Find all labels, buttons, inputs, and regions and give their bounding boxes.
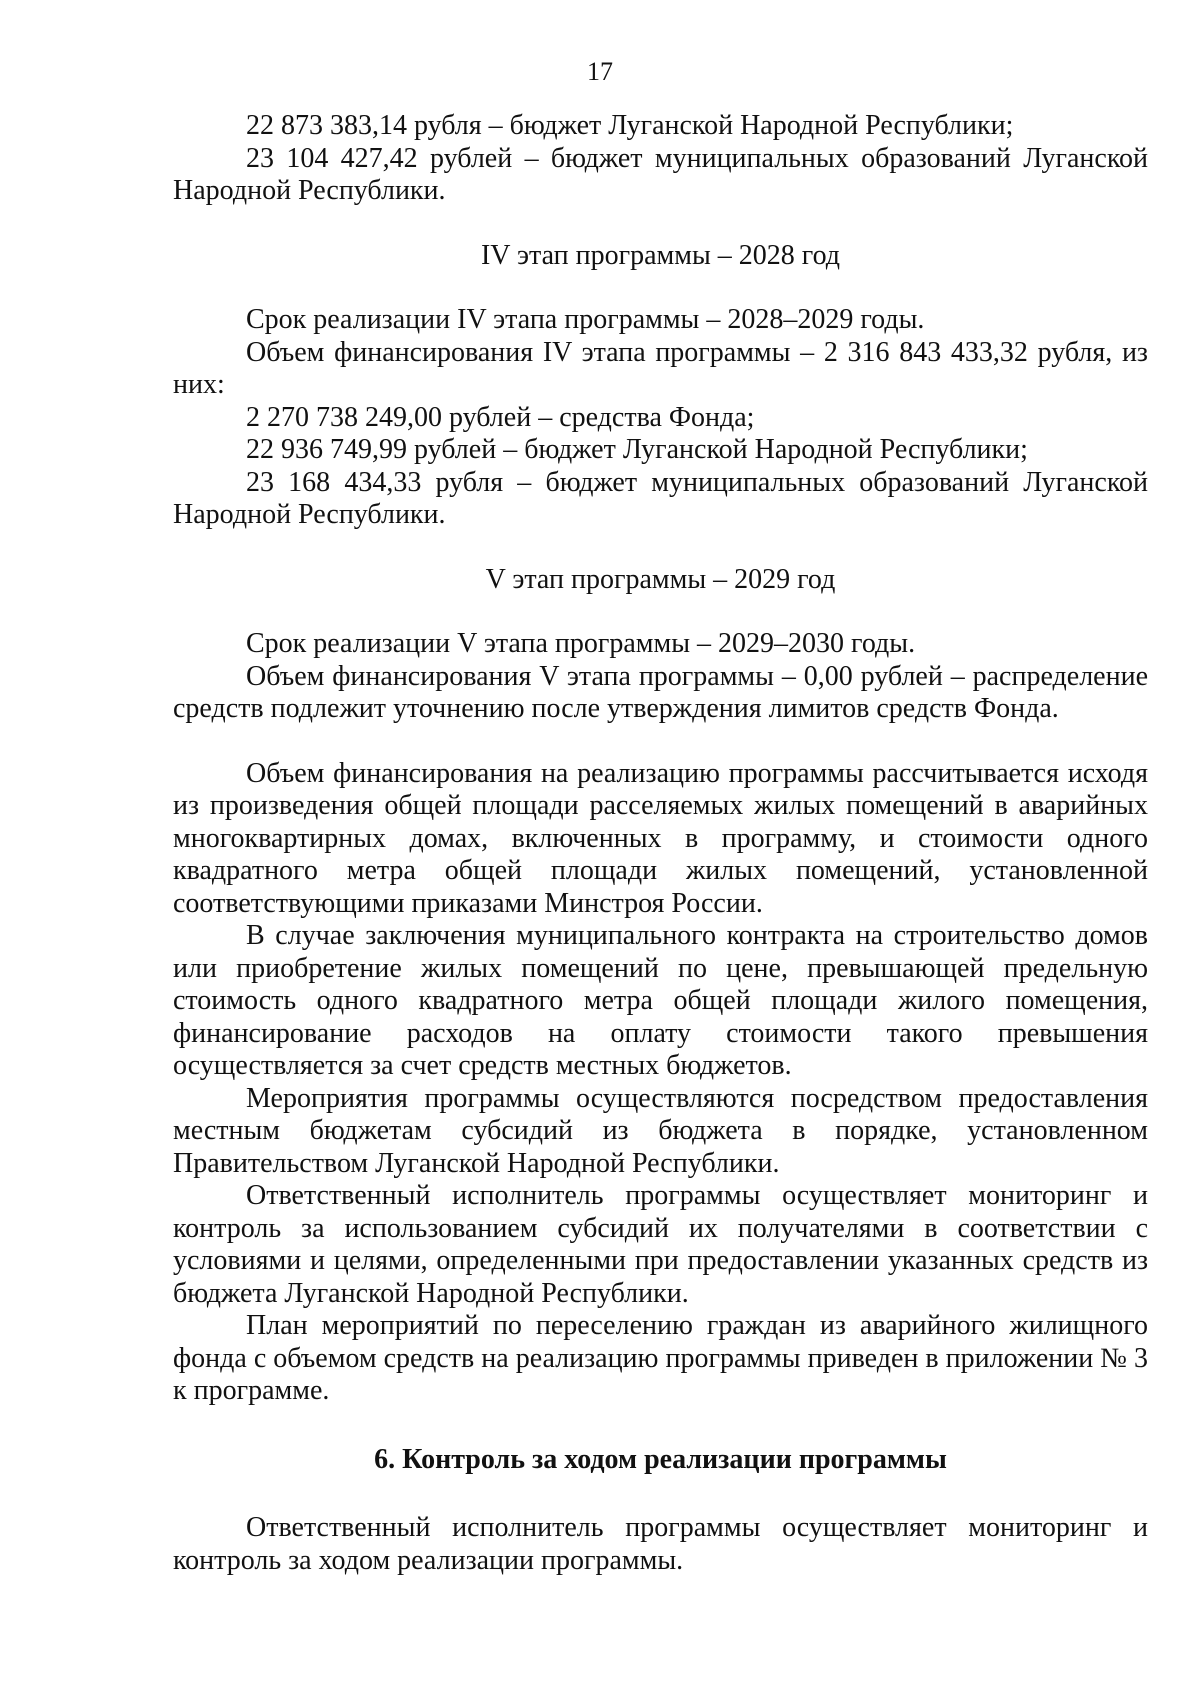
section-6-heading: 6. Контроль за ходом реализации программы — [374, 1443, 947, 1475]
financing-paragraph: Объем финансирования на реализацию программы рассчитывается исходя из произведения общей площади расселяемых жилых помещений в аварийных многоквартирных домах, включенных в программу, и стоимости одного квадратного метра общей площади жилых помещений, установленной соответствующими приказами Минстроя России. — [173, 757, 1148, 919]
spacer — [173, 532, 1148, 564]
financing-paragraph: План мероприятий по переселению граждан из аварийного жилищного фонда с объемом средств на реализацию программы приведен в приложении № 3 к программе. — [173, 1310, 1148, 1406]
financing-paragraph: Ответственный исполнитель программы осуществляет мониторинг и контроль за использованием субсидий их получателями в соответствии с условиями и целями, определенными при предоставлении указанных средств из бюджета Луганской Народной Республики. — [173, 1180, 1148, 1309]
spacer — [173, 1408, 1148, 1444]
stage-v-volume: Объем финансирования V этапа программы – 0,00 рублей – распределение средств подлежит уточнению после утверждения лимитов средств Фонда. — [173, 660, 1148, 724]
stage-iv-volume: Объем финансирования IV этапа программы – 2 316 843 433,32 рубля, из них: — [173, 336, 1148, 400]
financing-paragraph: В случае заключения муниципального контракта на строительство домов или приобретение жилых помещений по цене, превышающей предельную стоимость одного квадратного метра общей площади жилого помещения, финансирование расходов на оплату стоимости такого превышения осуществляется за счет средств местных бюджетов. — [173, 920, 1148, 1081]
stage-v-term: Срок реализации V этапа программы – 2029–2030 годы. — [246, 628, 916, 659]
spacer — [173, 726, 1148, 758]
spacer — [173, 1476, 1148, 1512]
stage-iv-term: Срок реализации IV этапа программы – 2028–2029 годы. — [246, 304, 925, 335]
paragraph-budget-municipal: 23 104 427,42 рублей – бюджет муниципальных образований Луганской Народной Республики. — [173, 142, 1148, 206]
document-body — [173, 110, 1148, 1577]
stage-iv-budget-lnr: 22 936 749,99 рублей – бюджет Луганской Народной Республики; — [246, 434, 1028, 465]
stage-iv-budget-municipal: 23 168 434,33 рубля – бюджет муниципальных образований Луганской Народной Республики. — [173, 466, 1148, 530]
paragraph-budget-lnr: 22 873 383,14 рубля – бюджет Луганской Народной Республики; — [246, 110, 1014, 141]
stage-v-heading: V этап программы – 2029 год — [485, 563, 836, 595]
spacer — [173, 208, 1148, 240]
page-number: 17 — [587, 57, 613, 86]
stage-iv-heading: IV этап программы – 2028 год — [480, 239, 841, 271]
spacer — [173, 272, 1148, 304]
section-6-paragraph: Ответственный исполнитель программы осуществляет мониторинг и контроль за ходом реализации программы. — [173, 1512, 1148, 1576]
financing-paragraph: Мероприятия программы осуществляются посредством предоставления местным бюджетам субсидий из бюджета в порядке, установленном Правительством Луганской Народной Республики. — [173, 1082, 1148, 1179]
spacer — [173, 596, 1148, 628]
stage-iv-fund: 2 270 738 249,00 рублей – средства Фонда; — [246, 401, 755, 433]
